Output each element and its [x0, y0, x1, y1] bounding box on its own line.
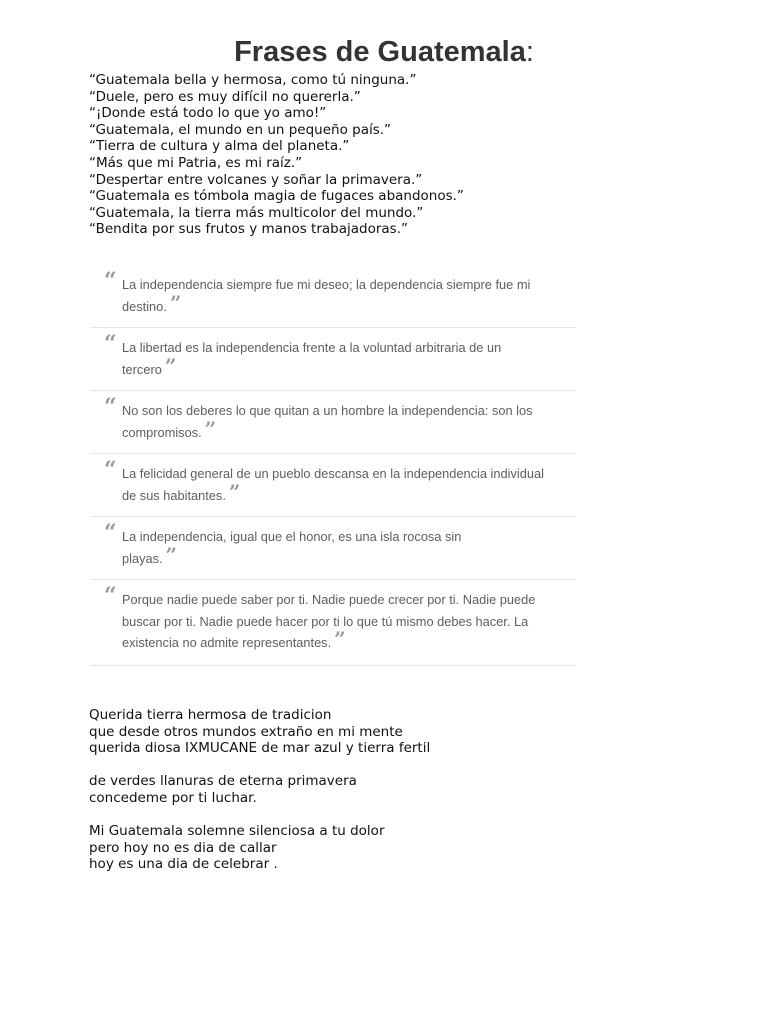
quote-text: [104, 520, 576, 569]
title-text: Frases de Guatemala: [234, 36, 526, 68]
phrase-item: “Más que mi Patria, es mi raíz.”: [89, 154, 303, 171]
phrase-item: “Guatemala es tómbola magia de fugaces abandonos.”: [89, 188, 464, 205]
poem-line: querida diosa IXMUCANE de mar azul y tierra fertil: [89, 740, 431, 757]
quote-line: de sus habitantes.: [122, 487, 226, 503]
close-quote-icon: ”: [169, 290, 182, 315]
poem-stanza: [89, 707, 430, 757]
phrase-item: “Despertar entre volcanes y soñar la primavera.”: [89, 171, 423, 188]
quote-line: No son los deberes lo que quitan a un hombre la independencia: son los: [122, 403, 533, 418]
quote-block: [90, 328, 576, 391]
quote-line: compromisos.: [122, 424, 202, 440]
poem-stanza: [89, 823, 430, 873]
phrase-item: “Duele, pero es muy difícil no quererla.”: [89, 88, 361, 105]
poem-line: Querida tierra hermosa de tradicion: [89, 707, 332, 723]
quote-line: La libertad es la independencia frente a la voluntad arbitraria de un: [122, 340, 502, 355]
open-quote-icon: “: [104, 520, 117, 546]
quotes-list: [90, 265, 576, 666]
quote-line: tercero: [122, 361, 162, 377]
quote-text: [104, 394, 576, 443]
quote-line: Porque nadie puede saber por ti. Nadie puede crecer por ti. Nadie puede: [122, 592, 536, 607]
quote-text: [104, 583, 576, 654]
quote-line: La independencia siempre fue mi deseo; la dependencia siempre fue mi: [122, 277, 531, 292]
poem-line: hoy es una dia de celebrar .: [89, 856, 278, 873]
phrase-item: “Tierra de cultura y alma del planeta.”: [89, 138, 350, 155]
close-quote-icon: ”: [334, 627, 346, 651]
quote-block: [90, 517, 576, 580]
open-quote-icon: “: [104, 331, 117, 357]
phrase-item: “Guatemala, la tierra más multicolor del mundo.”: [89, 204, 424, 221]
quote-text: [104, 268, 576, 317]
quote-line: playas.: [122, 550, 163, 566]
poem-line: concedeme por ti luchar.: [89, 789, 257, 806]
poem-stanza: [89, 773, 430, 806]
close-quote-icon: ”: [164, 353, 177, 378]
quote-line: La independencia, igual que el honor, es una isla rocosa sin: [122, 529, 462, 544]
page-title: [0, 36, 768, 69]
quote-line: La felicidad general de un pueblo descansa en la independencia individual: [122, 466, 544, 481]
open-quote-icon: “: [104, 268, 117, 294]
poem-line: que desde otros mundos extraño en mi mente: [89, 723, 403, 740]
quote-block: [90, 391, 576, 454]
phrases-list: [89, 72, 464, 238]
quote-line: buscar por ti. Nadie puede hacer por ti lo que tú mismo debes hacer. La: [122, 613, 529, 629]
close-quote-icon: ”: [228, 479, 241, 504]
quote-line: existencia no admite representantes.: [122, 635, 332, 650]
open-quote-icon: “: [104, 583, 117, 609]
close-quote-icon: ”: [165, 542, 178, 567]
close-quote-icon: ”: [204, 416, 217, 441]
open-quote-icon: “: [104, 457, 117, 483]
quote-block: [90, 580, 576, 666]
poem: [89, 707, 430, 890]
poem-line: de verdes llanuras de eterna primavera: [89, 773, 357, 790]
poem-line: pero hoy no es dia de callar: [89, 839, 277, 856]
phrase-item: “Guatemala bella y hermosa, como tú ninguna.”: [89, 72, 417, 88]
quote-block: [90, 265, 576, 328]
phrase-item: “Bendita por sus frutos y manos trabajadoras.”: [89, 221, 408, 238]
poem-line: Mi Guatemala solemne silenciosa a tu dolor: [89, 823, 385, 840]
phrase-item: “¡Donde está todo lo que yo amo!”: [89, 105, 327, 122]
phrase-item: “Guatemala, el mundo en un pequeño país.”: [89, 121, 392, 138]
quote-block: [90, 454, 576, 517]
quote-line: destino.: [122, 298, 167, 314]
title-colon: :: [525, 36, 534, 68]
open-quote-icon: “: [104, 394, 117, 420]
quote-text: [104, 331, 576, 380]
quote-text: [104, 457, 576, 506]
